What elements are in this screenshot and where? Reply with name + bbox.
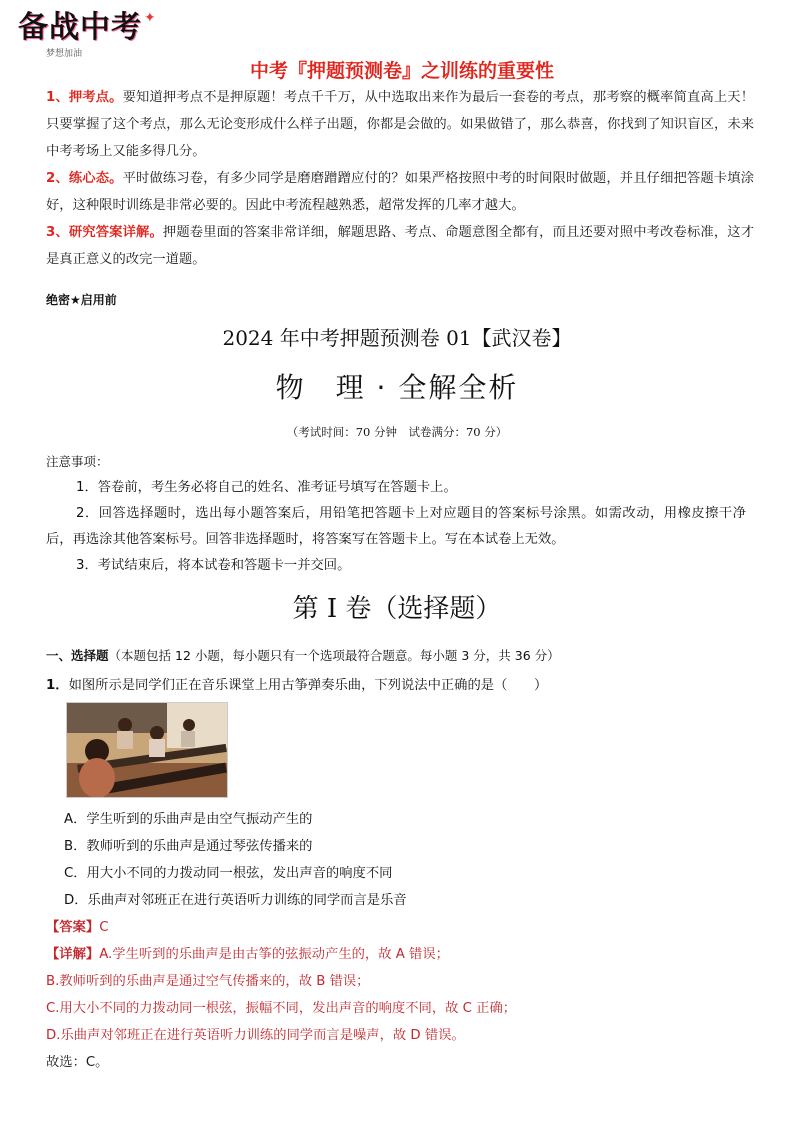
section-label: 一、选择题	[46, 648, 109, 663]
secret-mark: 绝密★启用前	[46, 293, 117, 307]
detail-text: A.学生听到的乐曲声是由古筝的弦振动产生的，故 A 错误；	[99, 947, 449, 962]
promo-section	[46, 84, 754, 273]
answer-value: C	[99, 920, 109, 935]
option-a: A．学生听到的乐曲声是由空气振动产生的	[64, 812, 313, 827]
exam-title: 2024 年中考押题预测卷 01【武汉卷】	[222, 326, 572, 350]
promo-item	[46, 219, 754, 273]
notice-item: 1．答卷前，考生务必将自己的姓名、准考证号填写在答题卡上。	[76, 480, 457, 495]
volume-title: 第 I 卷（选择题）	[292, 594, 502, 624]
guzheng-classroom-photo	[66, 702, 228, 798]
notice-list	[46, 475, 746, 579]
promo-item-text: 押题卷里面的答案非常详细，解题思路、考点、命题意图全都有，而且还要对照中考改卷标准，这才是真正意义的改完一道题。	[46, 225, 754, 267]
promo-item-text: 平时做练习卷，有多少同学是磨磨蹭蹭应付的？如果严格按照中考的时间限时做题，并且仔细把答题卡填涂好，这种限时训练是非常必要的。因此中考流程越熟悉，超常发挥的几率才越大。	[46, 171, 754, 213]
option-b: B．教师听到的乐曲声是通过琴弦传播来的	[64, 839, 313, 854]
logo-text: 备战中考	[18, 10, 142, 45]
section-heading	[46, 646, 560, 664]
detail-label: 【详解】	[46, 947, 100, 962]
answer-label: 【答案】	[46, 920, 100, 935]
logo-subtitle: 梦想加油	[46, 49, 83, 59]
option-c: C．用大小不同的力拨动同一根弦，发出声音的响度不同	[64, 866, 393, 881]
promo-title: 中考『押题预测卷』之训练的重要性	[249, 60, 554, 82]
question-text: 如图所示是同学们正在音乐课堂上用古筝弹奏乐曲，下列说法中正确的是（ ）	[68, 678, 548, 693]
option-d: D．乐曲声对邻班正在进行英语听力训练的同学而言是乐音	[64, 893, 407, 908]
notice-heading: 注意事项：	[46, 454, 109, 469]
section-desc: （本题包括 12 小题，每小题只有一个选项最符合题意。每小题 3 分，共 36 分）	[108, 648, 560, 663]
notice-item: 3．考试结束后，将本试卷和答题卡一并交回。	[76, 558, 351, 573]
question-number: 1．	[46, 678, 69, 693]
answer-section	[46, 914, 756, 1076]
promo-item	[46, 165, 754, 219]
answer-line	[46, 914, 756, 941]
notice-item: 2．回答选择题时，选出每小题答案后，用铅笔把答题卡上对应题目的答案标号涂黑。如需改动，用橡皮擦干净后，再选涂其他答案标号。回答非选择题时，将答案写在答题卡上。写在本试卷上无效。	[46, 506, 746, 547]
detail-line: C.用大小不同的力拨动同一根弦，振幅不同，发出声音的响度不同，故 C 正确；	[46, 1001, 517, 1016]
final-answer: 故选：C。	[46, 1055, 109, 1070]
sparkle-icon: ✦	[144, 10, 156, 26]
subject-title: 物 理 · 全解全析	[275, 371, 519, 404]
detail-line: B.教师听到的乐曲声是通过空气传播来的，故 B 错误；	[46, 974, 370, 989]
promo-item-label: 2、练心态。	[46, 171, 123, 186]
promo-item	[46, 84, 754, 165]
exam-info: （考试时间：70 分钟 试卷满分：70 分）	[286, 425, 508, 439]
detail-line	[46, 941, 756, 968]
photo-illustration	[67, 703, 227, 797]
question-stem	[46, 674, 547, 693]
options-list	[64, 806, 407, 914]
promo-item-label: 1、押考点。	[46, 90, 123, 105]
detail-line: D.乐曲声对邻班正在进行英语听力训练的同学而言是噪声，故 D 错误。	[46, 1028, 465, 1043]
promo-item-text: 要知道押考点不是押原题！考点千千万，从中选取出来作为最后一套卷的考点，那考察的概率简直高上天！只要掌握了这个考点，那么无论变形成什么样子出题，你都是会做的。如果做错了，那么恭喜，你找到了知识盲区，未来中考考场上又能多得几分。	[46, 90, 754, 159]
promo-item-label: 3、研究答案详解。	[46, 225, 163, 240]
